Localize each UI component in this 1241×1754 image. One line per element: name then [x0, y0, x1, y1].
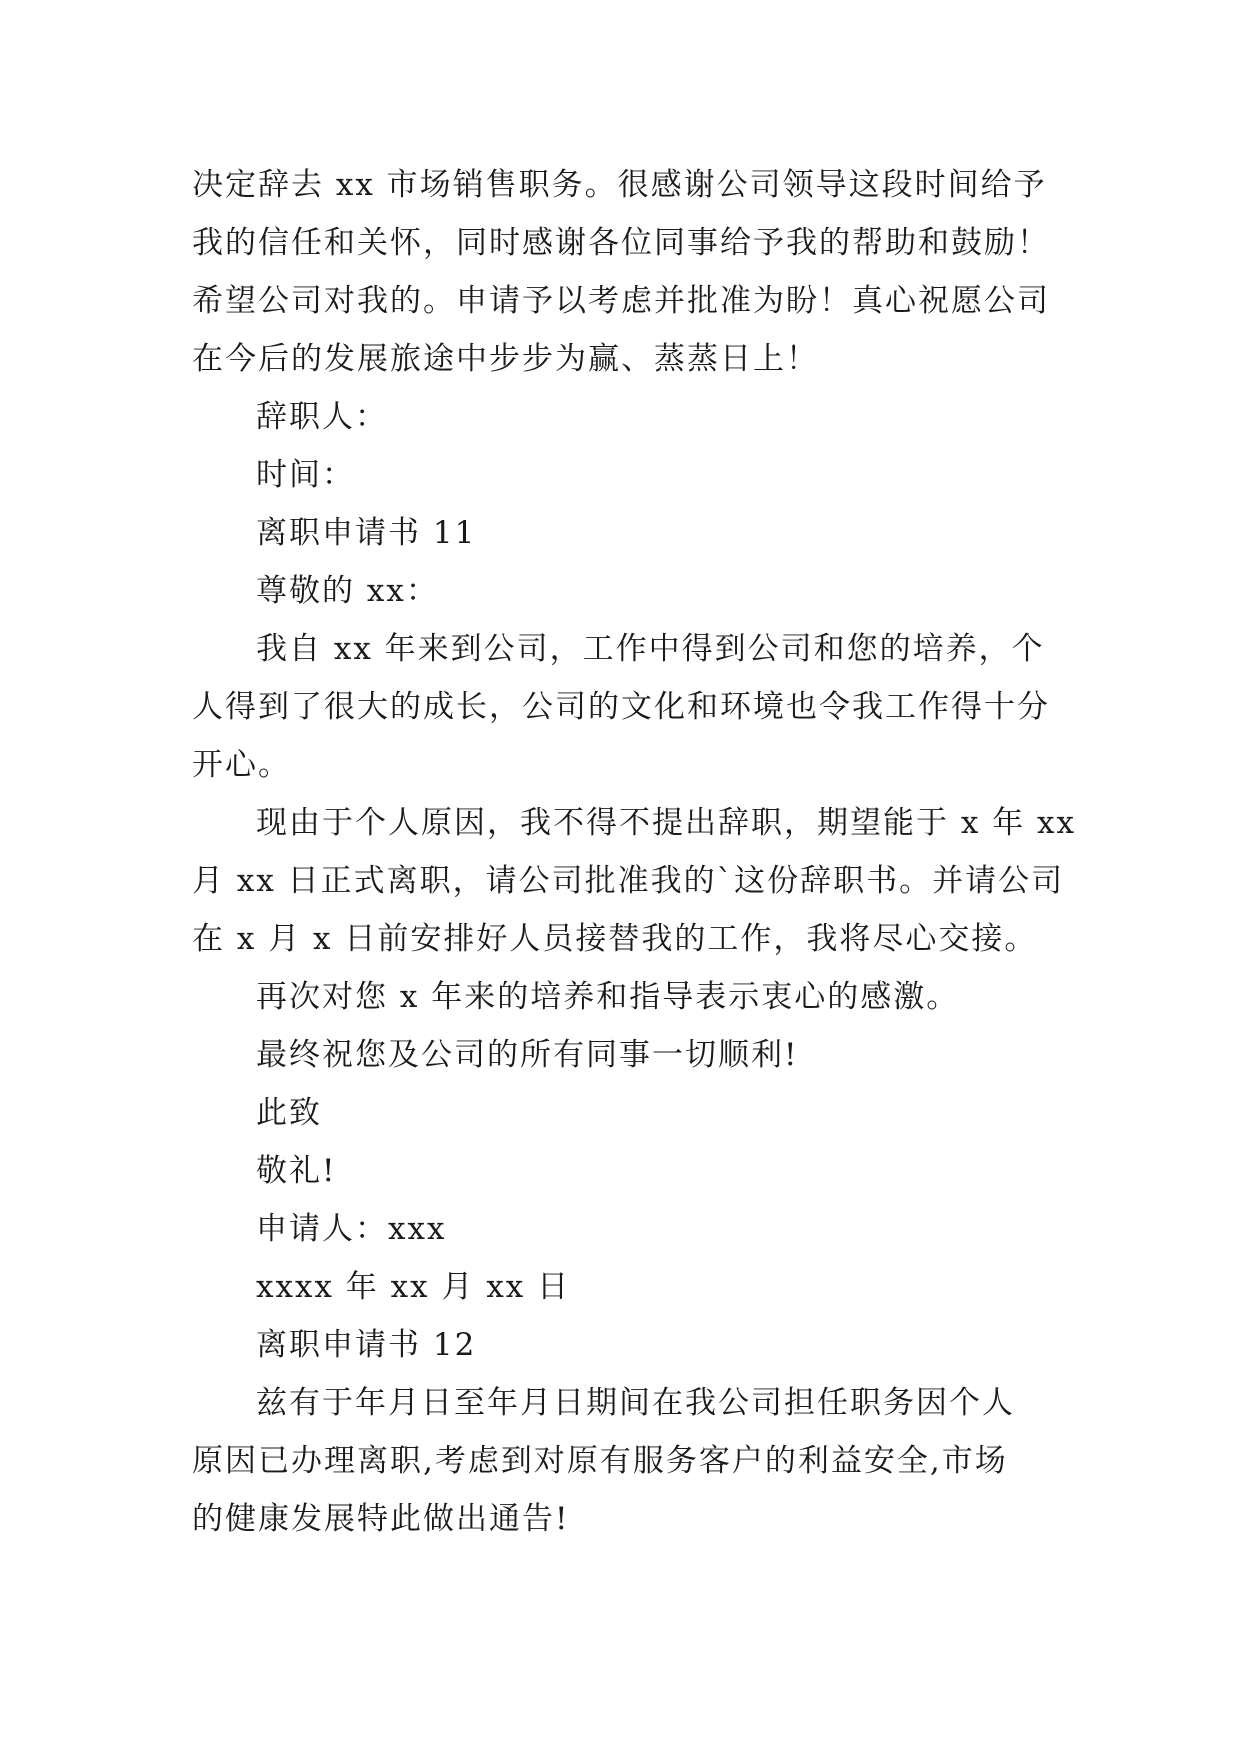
- text-line: 兹有于年月日至年月日期间在我公司担任职务因个人: [256, 1385, 1015, 1421]
- letter-11-applicant: 申请人：xxx: [256, 1211, 447, 1247]
- text-line: 在 x 月 x 日前安排好人员接替我的工作，我将尽心交接。: [192, 921, 1038, 957]
- text-line: 月 xx 日正式离职，请公司批准我的`这份辞职书。并请公司: [192, 863, 1065, 899]
- letter-11-closing-1: 此致: [256, 1095, 322, 1131]
- text-line: 原因已办理离职,考虑到对原有服务客户的利益安全,市场: [192, 1443, 1008, 1479]
- text-line: 决定辞去 xx 市场销售职务。很感谢公司领导这段时间给予: [192, 167, 1047, 203]
- letter-12-paragraph-1: [192, 1374, 1052, 1548]
- letter-12-heading: 离职申请书 12: [256, 1327, 477, 1363]
- opening-paragraph: [192, 156, 1052, 388]
- letter-11-paragraph-1: [192, 620, 1052, 794]
- text-line: 希望公司对我的。申请予以考虑并批准为盼！真心祝愿公司: [192, 283, 1050, 319]
- letter-11-thanks: 再次对您 x 年来的培养和指导表示衷心的感激。: [256, 979, 960, 1015]
- text-line: 开心。: [192, 747, 291, 783]
- letter-11-date: xxxx 年 xx 月 xx 日: [256, 1269, 571, 1305]
- text-line: 现由于个人原因，我不得不提出辞职，期望能于 x 年 xx: [256, 805, 1077, 841]
- time-label: 时间：: [256, 457, 355, 493]
- text-line: 在今后的发展旅途中步步为赢、蒸蒸日上！: [192, 341, 819, 377]
- letter-11-closing-2: 敬礼!: [256, 1153, 337, 1189]
- text-line: 人得到了很大的成长，公司的文化和环境也令我工作得十分: [192, 689, 1050, 725]
- text-line: 我自 xx 年来到公司，工作中得到公司和您的培养，个: [256, 631, 1045, 667]
- text-line: 我的信任和关怀，同时感谢各位同事给予我的帮助和鼓励！: [192, 225, 1050, 261]
- text-line: 的健康发展特此做出通告!: [192, 1501, 570, 1537]
- letter-11-salutation: 尊敬的 xx：: [256, 573, 439, 609]
- letter-11-wishes: 最终祝您及公司的所有同事一切顺利!: [256, 1037, 799, 1073]
- resigner-label: 辞职人：: [256, 399, 388, 435]
- letter-11-paragraph-2: [192, 794, 1077, 968]
- letter-11-heading: 离职申请书 11: [256, 515, 477, 551]
- document-body: [192, 156, 1077, 1548]
